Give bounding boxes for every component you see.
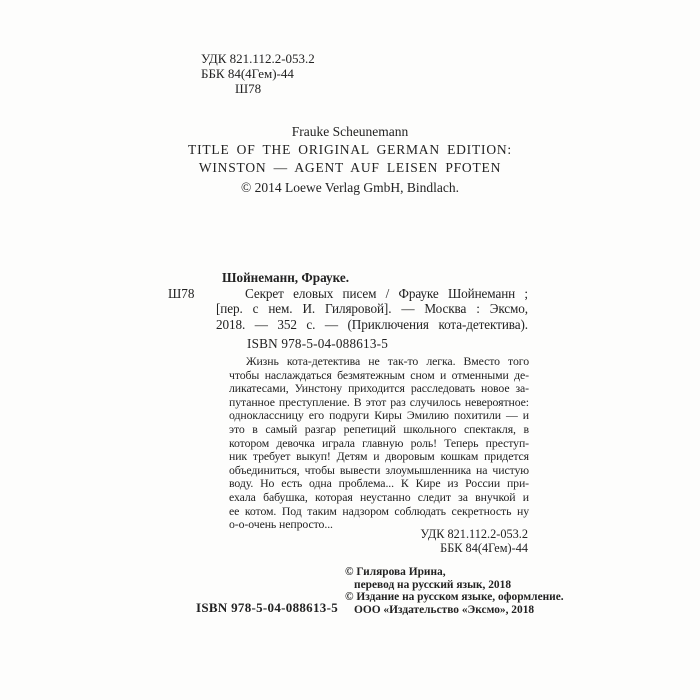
original-title: WINSTON — AGENT AUF LEISEN PFOTEN (198, 160, 502, 175)
udk-code: УДК 821.112.2-053.2 (201, 51, 315, 66)
catalog-author: Шойнеманн, Фрауке. (222, 270, 349, 285)
annotation-line: котором девочка играла главную роль! Теперь преступ- (229, 435, 529, 450)
catalog-entry-body (216, 286, 528, 333)
catalog-line: [пер. с нем. И. Гиляровой]. — Москва : Эксмо, (216, 301, 528, 317)
annotation-line: о-о-очень непросто... (229, 517, 333, 532)
bbk-code: ББК 84(4Гем)-44 (201, 66, 294, 81)
annotation-line: ликатесами, Уинстону приходится расследовать новое за- (229, 381, 529, 396)
catalog-author-sign: Ш78 (168, 285, 195, 301)
annotation-line: объединиться, чтобы вывести злоумышленника на чистую (229, 462, 529, 477)
classification-codes-bottom (420, 528, 528, 556)
copyright-line: © Гилярова Ирина, (345, 566, 446, 578)
copyright-line: © Издание на русском языке, оформление. (345, 591, 564, 604)
copyright-line: перевод на русский язык, 2018 (354, 578, 512, 591)
catalog-line: Секрет еловых писем / Фрауке Шойнеманн ; (245, 285, 528, 301)
original-author: Frauke Scheunemann (291, 124, 409, 139)
annotation-line: это в самый разгар репетиций школьного спектакля, в (229, 421, 529, 436)
author-sign: Ш78 (235, 81, 262, 96)
isbn-bottom: ISBN 978-5-04-088613-5 (196, 600, 339, 615)
catalog-line: 2018. — 352 с. — (Приключения кота-детектива). (216, 316, 528, 332)
annotation-line: ее котом. Под таким надзором соблюдать секретность ну (229, 503, 529, 518)
annotation-line: путанное преступление. В этот раз случилось невероятное: (229, 394, 529, 409)
udk-code-bottom: УДК 821.112.2-053.2 (420, 527, 528, 541)
annotation-paragraph (229, 355, 529, 532)
original-title-label: TITLE OF THE ORIGINAL GERMAN EDITION: (188, 142, 512, 157)
catalog-card (168, 270, 528, 352)
copyright-block (345, 566, 564, 616)
annotation-line: Жизнь кота-детектива не так-то легка. Вместо того (246, 354, 529, 368)
copyright-line: ООО «Издательство «Эксмо», 2018 (354, 603, 535, 616)
annotation-line: воду. Но есть одна проблема... К Кире из России при- (229, 476, 529, 491)
annotation-line: чтобы наслаждаться безмятежным сном и отменными де- (229, 367, 529, 382)
annotation-line: ник требует выкуп! Детям и дворовым кошкам придется (229, 449, 529, 464)
bbk-code-bottom: ББК 84(4Гем)-44 (440, 540, 528, 555)
classification-codes-top (201, 51, 315, 96)
annotation-line: одноклассницу его подруги Киры Эмилию похитили — и (229, 408, 529, 423)
annotation-line: ехала бабушка, которая неустанно следит за внучкой и (229, 489, 529, 504)
original-edition-block (0, 123, 700, 197)
catalog-entry (168, 286, 528, 333)
isbn-catalog: ISBN 978-5-04-088613-5 (247, 336, 389, 352)
original-copyright: © 2014 Loewe Verlag GmbH, Bindlach. (240, 180, 460, 195)
